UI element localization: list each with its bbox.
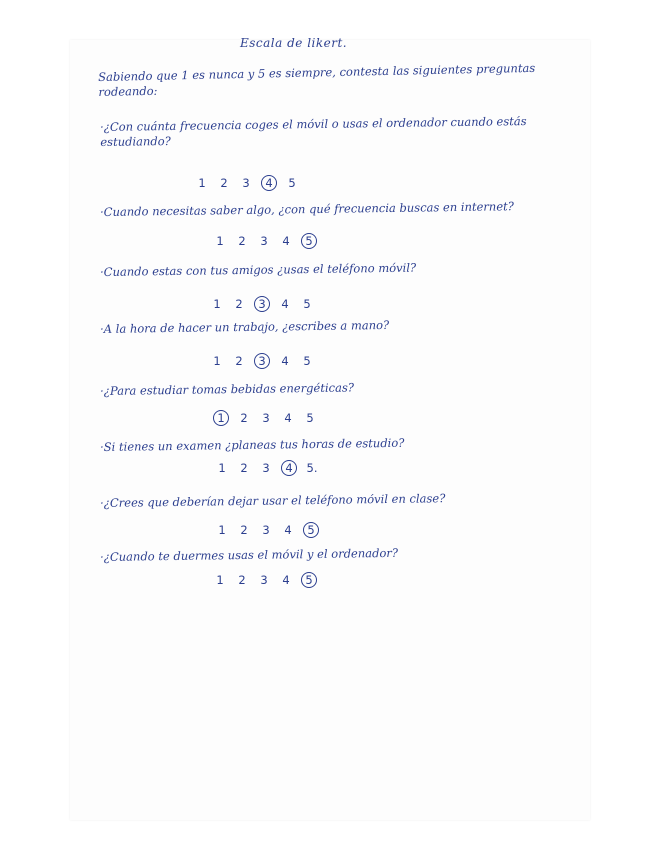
scale-option: 1 <box>213 410 229 426</box>
scale-option: 2 <box>240 461 248 475</box>
question-7 <box>100 490 540 511</box>
scale-option: 5 <box>306 411 314 425</box>
scale-option: 3 <box>254 296 270 312</box>
scale-option: 4 <box>281 297 289 311</box>
answer-scale-7 <box>215 522 319 538</box>
answer-scale-2 <box>213 233 317 249</box>
scale-option: 2 <box>240 523 248 537</box>
scale-option: 3 <box>262 461 270 475</box>
scale-option: 2 <box>238 234 246 248</box>
question-3 <box>100 259 540 280</box>
scale-option: 3 <box>254 353 270 369</box>
question-text: ·A la hora de hacer un trabajo, ¿escribes a mano? <box>100 317 390 336</box>
scale-option: 4 <box>281 460 297 476</box>
scale-option: 1 <box>213 297 221 311</box>
scale-option: 3 <box>260 234 268 248</box>
question-text: ·¿Para estudiar tomas bebidas energéticas? <box>100 380 355 398</box>
question-text: ·¿Cuando te duermes usas el móvil y el ordenador? <box>100 545 399 564</box>
scale-option: 3 <box>242 176 250 190</box>
scale-option: 5 <box>301 572 317 588</box>
scale-option: 1 <box>218 523 226 537</box>
scale-option: 4 <box>281 354 289 368</box>
question-text: ·Cuando estas con tus amigos ¿usas el teléfono móvil? <box>100 260 417 279</box>
scale-option: 1 <box>216 234 224 248</box>
scale-option: 2 <box>220 176 228 190</box>
scale-option: 4 <box>284 411 292 425</box>
scale-option: 1 <box>213 354 221 368</box>
scale-option: 2 <box>240 411 248 425</box>
scale-option: 5. <box>306 461 318 475</box>
answer-scale-5 <box>213 410 317 426</box>
scale-option: 2 <box>235 354 243 368</box>
scale-option: 1 <box>218 461 226 475</box>
answer-scale-4 <box>210 353 314 369</box>
scale-option: 3 <box>260 573 268 587</box>
question-1 <box>100 114 540 150</box>
scale-option: 4 <box>282 573 290 587</box>
answer-scale-3 <box>210 296 314 312</box>
question-text: ·Si tienes un examen ¿planeas tus horas de estudio? <box>100 435 405 454</box>
answer-scale-1 <box>195 175 299 191</box>
intro-text: Sabiendo que 1 es nunca y 5 es siempre, contesta las siguientes preguntas rodeando: <box>98 60 536 99</box>
question-text: ·¿Con cuánta frecuencia coges el móvil o usas el ordenador cuando estás estudiando? <box>100 114 527 149</box>
document-title: Escala de likert. <box>240 36 348 50</box>
scale-option: 4 <box>282 234 290 248</box>
scale-option: 5 <box>303 522 319 538</box>
scale-option: 3 <box>262 411 270 425</box>
answer-scale-8 <box>213 572 317 588</box>
scale-option: 5 <box>303 354 311 368</box>
answer-scale-6 <box>215 460 319 476</box>
question-8 <box>100 544 540 565</box>
scale-option: 4 <box>261 175 277 191</box>
question-5 <box>100 378 540 399</box>
scale-option: 5 <box>288 176 296 190</box>
scale-option: 5 <box>301 233 317 249</box>
question-4 <box>100 316 540 337</box>
scale-option: 4 <box>284 523 292 537</box>
question-text: ·¿Crees que deberían dejar usar el teléfono móvil en clase? <box>100 491 446 510</box>
question-text: ·Cuando necesitas saber algo, ¿con qué frecuencia buscas en internet? <box>100 199 514 219</box>
scale-option: 1 <box>216 573 224 587</box>
question-2 <box>100 199 540 220</box>
scale-option: 5 <box>303 297 311 311</box>
scale-option: 2 <box>238 573 246 587</box>
scale-option: 3 <box>262 523 270 537</box>
scale-option: 1 <box>198 176 206 190</box>
question-6 <box>100 434 540 455</box>
scale-option: 2 <box>235 297 243 311</box>
